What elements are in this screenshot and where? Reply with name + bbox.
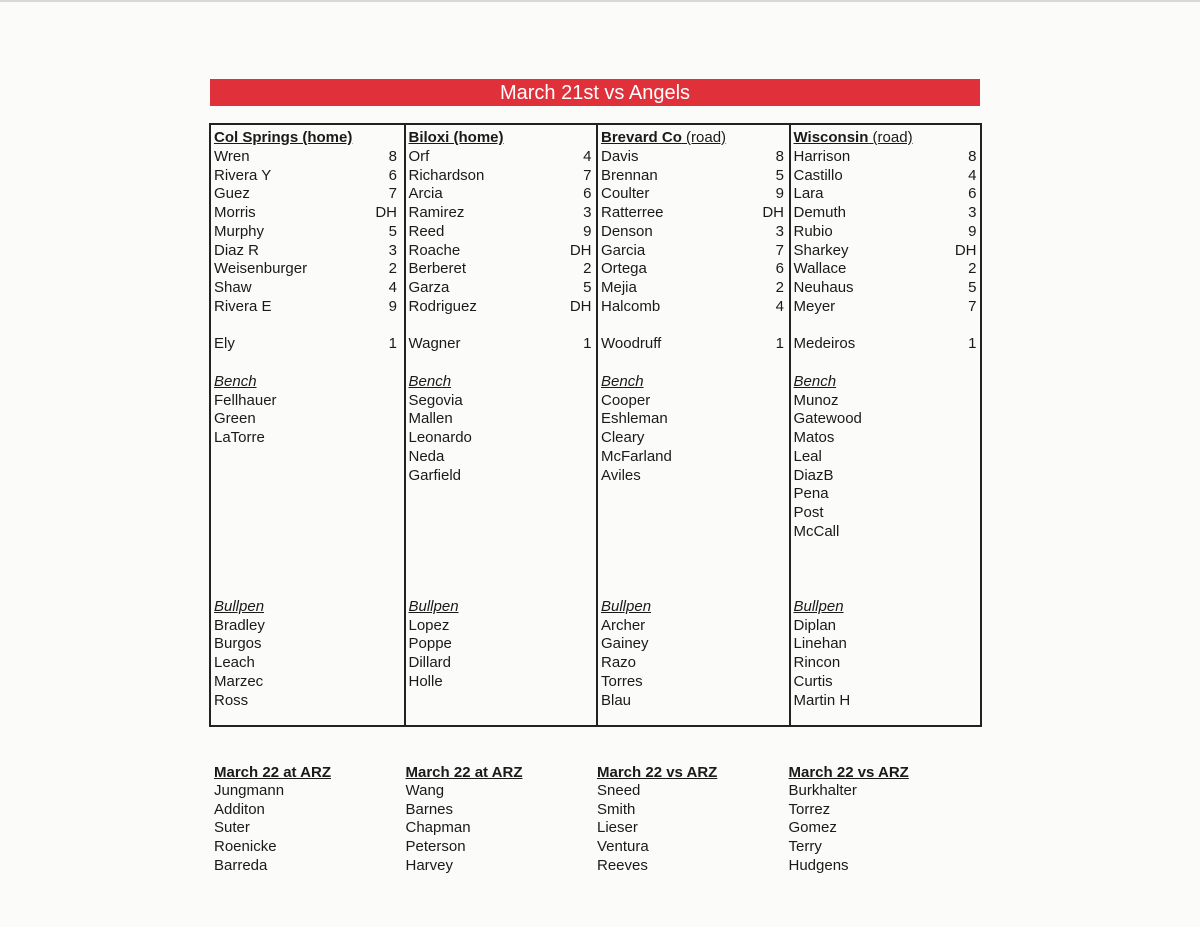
team-column — [596, 125, 790, 725]
player-name: Davis — [601, 147, 639, 165]
next-day-title: March 22 at ARZ — [214, 764, 331, 781]
player-position: 4 — [968, 166, 977, 184]
next-day-player: Gomez — [788, 819, 837, 837]
bench-label: Bench — [214, 372, 257, 390]
bullpen-player: Torres — [601, 672, 643, 690]
lineup-row — [409, 222, 592, 241]
lineup-row — [794, 241, 977, 260]
player-name: Morris — [214, 204, 256, 221]
player-name: Mejia — [601, 279, 637, 296]
lineup-row — [214, 222, 397, 241]
player-position: DH — [762, 204, 784, 221]
lineup-row — [214, 147, 397, 166]
next-day-player: Burkhalter — [788, 782, 857, 799]
bench-player: Green — [214, 410, 256, 428]
next-day-title: March 22 vs ARZ — [788, 764, 909, 781]
next-day-group — [214, 763, 404, 876]
next-day-group — [406, 763, 596, 876]
bullpen-player: Gainey — [601, 635, 649, 653]
player-position: 9 — [968, 222, 977, 240]
lineup-row — [409, 166, 592, 185]
bench-player: Munoz — [793, 391, 839, 409]
team-header — [409, 128, 592, 147]
next-day-player: Peterson — [405, 838, 466, 856]
starting-pitcher-row — [794, 334, 977, 353]
bullpen-player: Archer — [601, 616, 646, 634]
bullpen-label: Bullpen — [408, 597, 459, 615]
lineup-row — [601, 147, 784, 166]
starting-pitcher-row — [214, 334, 397, 353]
bullpen-player: Dillard — [408, 654, 452, 671]
player-name: Coulter — [601, 185, 650, 203]
lineup-row — [601, 241, 784, 260]
bench-player: Gatewood — [793, 410, 862, 428]
bench-player: Mallen — [408, 410, 453, 428]
bench-label: Bench — [793, 372, 837, 390]
lineup-row — [409, 278, 592, 297]
team-venue: (road) — [681, 129, 727, 146]
player-name: Brennan — [601, 166, 658, 184]
next-day-player: Barreda — [214, 856, 268, 874]
next-day-player: Jungmann — [214, 782, 285, 799]
next-day-title: March 22 vs ARZ — [597, 764, 718, 781]
scan-edge — [0, 0, 1200, 2]
player-position: DH — [954, 241, 977, 259]
bench-player: Leonardo — [408, 429, 472, 446]
player-position: 1 — [968, 335, 977, 353]
lineup-row — [214, 241, 397, 260]
lineup-row — [601, 278, 784, 297]
bench-player: Aviles — [601, 466, 641, 484]
lineup-row — [409, 147, 592, 166]
player-name: Ely — [214, 335, 235, 353]
next-day-player: Terry — [788, 838, 822, 856]
bullpen-label: Bullpen — [214, 597, 265, 615]
team-name: Brevard Co — [601, 129, 682, 146]
player-name: Wagner — [408, 335, 461, 353]
next-day-group — [789, 763, 979, 876]
bench-label: Bench — [408, 372, 452, 390]
next-day-player: Suter — [214, 819, 250, 837]
player-name: Neuhaus — [793, 279, 854, 296]
team-header — [601, 128, 784, 147]
lineup-row — [794, 184, 977, 203]
lineup-row — [794, 278, 977, 297]
player-position: 2 — [968, 260, 977, 278]
player-position: 5 — [388, 222, 397, 240]
bullpen-player: Bradley — [214, 616, 265, 634]
bullpen-player: Poppe — [408, 635, 452, 653]
bench-player: Fellhauer — [214, 391, 277, 409]
player-name: Meyer — [793, 297, 836, 315]
player-position: 4 — [583, 147, 592, 165]
player-position: 9 — [583, 222, 592, 240]
next-day-player: Additon — [214, 800, 265, 818]
player-position: 2 — [583, 260, 592, 278]
player-name: Guez — [214, 185, 250, 203]
lineup-row — [601, 166, 784, 185]
lineup-row — [794, 166, 977, 185]
next-day-group — [597, 763, 787, 876]
team-header — [794, 128, 977, 147]
bench-label: Bench — [601, 372, 644, 390]
lineup-row — [794, 259, 977, 278]
lineup-row — [214, 184, 397, 203]
player-name: Wren — [214, 147, 250, 165]
lineup-row — [409, 241, 592, 260]
next-day-player: Ventura — [597, 838, 649, 856]
bullpen-player: Holle — [408, 672, 443, 690]
player-position: 3 — [775, 222, 784, 240]
player-name: Shaw — [214, 279, 252, 296]
lineup-row — [409, 259, 592, 278]
player-position: 8 — [775, 147, 784, 165]
lineup-row — [601, 259, 784, 278]
player-name: Woodruff — [601, 335, 662, 353]
player-name: Richardson — [408, 166, 485, 184]
player-position: 7 — [388, 185, 397, 203]
bench-player: Neda — [408, 447, 445, 465]
player-position: 9 — [388, 297, 397, 315]
next-day-player: Lieser — [597, 819, 638, 837]
team-column — [404, 125, 598, 725]
lineup-row — [794, 147, 977, 166]
bullpen-player: Razo — [601, 654, 637, 671]
lineup-row — [601, 222, 784, 241]
team-venue: (road) — [868, 129, 913, 146]
lineup-row — [601, 184, 784, 203]
bench-player: Eshleman — [601, 410, 668, 428]
player-position: 1 — [775, 335, 784, 353]
bullpen-player: Diplan — [793, 616, 837, 634]
player-position: 6 — [775, 260, 784, 278]
team-column — [211, 125, 403, 725]
player-name: Garcia — [601, 241, 646, 259]
player-name: Murphy — [214, 222, 265, 240]
player-name: Sharkey — [793, 241, 849, 259]
next-day-player: Torrez — [788, 800, 831, 818]
player-position: DH — [569, 297, 592, 315]
lineup-row — [214, 203, 397, 222]
lineup-row — [794, 203, 977, 222]
next-day-player: Harvey — [405, 856, 454, 874]
team-column — [789, 125, 983, 725]
player-position: 1 — [388, 335, 397, 353]
next-day-player: Hudgens — [788, 856, 849, 874]
player-name: Weisenburger — [214, 260, 308, 278]
player-name: Arcia — [408, 185, 443, 203]
player-position: 9 — [775, 185, 784, 203]
lineup-row — [601, 297, 784, 316]
player-name: Castillo — [793, 166, 843, 184]
player-name: Reed — [408, 222, 445, 240]
team-name: Wisconsin — [793, 129, 869, 146]
player-name: Orf — [408, 147, 430, 165]
bench-player: McFarland — [601, 447, 672, 465]
bench-player: Leal — [793, 447, 822, 465]
bench-player: DiazB — [793, 466, 834, 484]
player-name: Rivera Y — [214, 166, 272, 184]
player-position: 4 — [388, 279, 397, 296]
bench-player: Cooper — [601, 391, 651, 409]
player-position: 2 — [775, 279, 784, 296]
player-name: Garza — [408, 279, 450, 296]
player-position: 7 — [775, 241, 784, 259]
bullpen-player: Rincon — [793, 654, 841, 671]
player-position: 3 — [583, 204, 592, 221]
next-day-title: March 22 at ARZ — [405, 764, 523, 781]
bullpen-player: Martin H — [793, 691, 851, 709]
player-position: 5 — [583, 279, 592, 296]
player-position: 7 — [583, 166, 592, 184]
player-name: Ortega — [601, 260, 647, 278]
team-name: Biloxi (home) — [408, 129, 504, 146]
player-name: Medeiros — [793, 335, 856, 353]
bench-player: McCall — [793, 522, 840, 540]
next-day-player: Roenicke — [214, 838, 277, 856]
starting-pitcher-row — [601, 334, 784, 353]
bench-player: Pena — [793, 485, 829, 503]
player-position: 1 — [583, 335, 592, 353]
lineup-row — [794, 222, 977, 241]
player-position: 8 — [388, 147, 397, 165]
player-position: 3 — [388, 241, 397, 259]
bench-player: Post — [793, 504, 824, 521]
next-day-player: Sneed — [597, 782, 641, 799]
next-day-player: Reeves — [597, 856, 648, 874]
player-position: 3 — [968, 204, 977, 221]
next-day-player: Barnes — [405, 800, 454, 818]
bullpen-player: Lopez — [408, 616, 450, 634]
player-name: Roache — [408, 241, 461, 259]
bench-player: Segovia — [408, 391, 463, 409]
player-position: 8 — [968, 147, 977, 165]
player-name: Rubio — [793, 222, 833, 240]
team-name: Col Springs (home) — [214, 129, 353, 146]
bench-player: Cleary — [601, 429, 645, 446]
lineup-row — [794, 297, 977, 316]
player-position: 5 — [968, 279, 977, 296]
player-position: 6 — [388, 166, 397, 184]
bench-player: LaTorre — [214, 429, 265, 446]
player-name: Rivera E — [214, 297, 272, 315]
bench-player: Garfield — [408, 466, 462, 484]
bench-player: Matos — [793, 429, 835, 446]
page-title: March 21st vs Angels — [210, 79, 980, 106]
player-name: Denson — [601, 222, 653, 240]
player-position: 5 — [775, 166, 784, 184]
lineup-row — [601, 203, 784, 222]
player-name: Rodriguez — [408, 297, 477, 315]
next-day-player: Wang — [405, 782, 445, 799]
bullpen-player: Linehan — [793, 635, 847, 653]
bullpen-player: Marzec — [214, 672, 264, 690]
player-name: Ratterree — [601, 204, 664, 221]
player-position: DH — [375, 204, 397, 221]
player-name: Ramirez — [408, 204, 465, 221]
next-day-player: Chapman — [405, 819, 471, 837]
player-position: DH — [569, 241, 592, 259]
player-position: 7 — [968, 297, 977, 315]
lineup-row — [409, 203, 592, 222]
bullpen-player: Burgos — [214, 635, 262, 653]
starting-pitcher-row — [409, 334, 592, 353]
player-name: Berberet — [408, 260, 467, 278]
lineup-row — [214, 278, 397, 297]
lineup-row — [214, 297, 397, 316]
player-name: Lara — [793, 185, 824, 203]
bullpen-player: Ross — [214, 691, 249, 709]
player-name: Demuth — [793, 204, 847, 221]
player-name: Harrison — [793, 147, 851, 165]
team-header — [214, 128, 397, 147]
bullpen-label: Bullpen — [793, 597, 844, 615]
player-position: 4 — [775, 297, 784, 315]
bullpen-player: Leach — [214, 654, 255, 671]
lineup-row — [214, 259, 397, 278]
player-name: Halcomb — [601, 297, 661, 315]
bullpen-player: Blau — [601, 691, 632, 709]
lineup-row — [214, 166, 397, 185]
bullpen-label: Bullpen — [601, 597, 652, 615]
lineup-row — [409, 297, 592, 316]
player-position: 6 — [968, 185, 977, 203]
player-name: Diaz R — [214, 241, 260, 259]
bullpen-player: Curtis — [793, 672, 833, 690]
player-position: 2 — [388, 260, 397, 278]
next-day-player: Smith — [597, 800, 636, 818]
player-name: Wallace — [793, 260, 847, 278]
player-position: 6 — [583, 185, 592, 203]
lineup-row — [409, 184, 592, 203]
lineup-table — [209, 123, 982, 727]
